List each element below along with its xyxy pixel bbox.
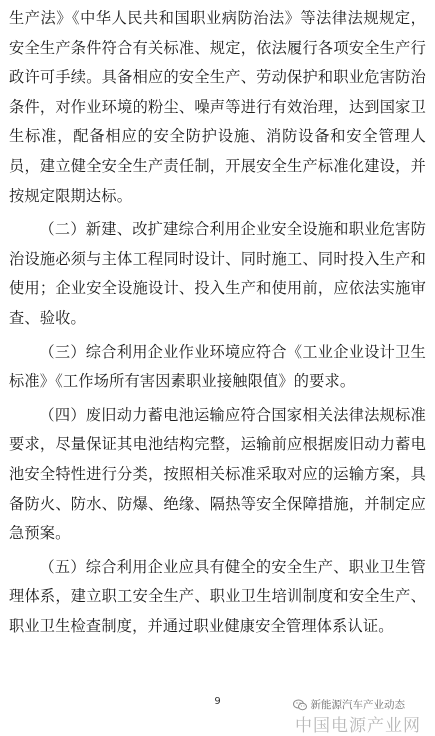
paragraph-item-2: （二）新建、改扩建综合利用企业安全设施和职业危害防治设施必须与主体工程同时设计、同时施工、同时投入生产和使用；企业安全设施设计、投入生产和使用前，应依法实施审查、验收。 (9, 220, 426, 327)
paragraph-item-3: （三）综合利用企业作业环境应符合《工业企业设计卫生标准》《工作场所有害因素职业接触限值》的要求。 (9, 342, 426, 391)
paragraph-continuation: 生产法》《中华人民共和国职业病防治法》等法律法规规定，安全生产条件符合有关标准、规定，依法履行各项安全生产行政许可手续。具备相应的安全生产、劳动保护和职业危害防治条件，对作业环境的粉尘、噪声等进行有效治理，达到国家卫生标准，配备相应的安全防护设施、消防设备和安全管理人员，建立健全安全生产责任制，开展安全生产标准化建设，并按规定限期达标。 (9, 9, 426, 205)
paragraph-item-5: （五）综合利用企业应具有健全的安全生产、职业卫生管理体系，建立职工安全生产、职业卫生培训制度和安全生产、职业卫生检查制度，并通过职业健康安全管理体系认证。 (9, 557, 426, 635)
wechat-account-name: 新能源汽车产业动态 (310, 699, 405, 711)
wechat-account-watermark (293, 697, 406, 712)
wechat-icon (293, 699, 307, 711)
page-number: 9 (214, 696, 221, 707)
paragraph-item-4: （四）废旧动力蓄电池运输应符合国家相关法律法规标准要求，尽量保证其电池结构完整，运输前应根据废旧动力蓄电池安全特性进行分类，按照相关标准采取对应的运输方案，具备防火、防水、防爆、绝缘、隔热等安全保障措施，并制定应急预案。 (9, 405, 426, 543)
site-watermark: 中国电源产业网 (295, 716, 421, 736)
